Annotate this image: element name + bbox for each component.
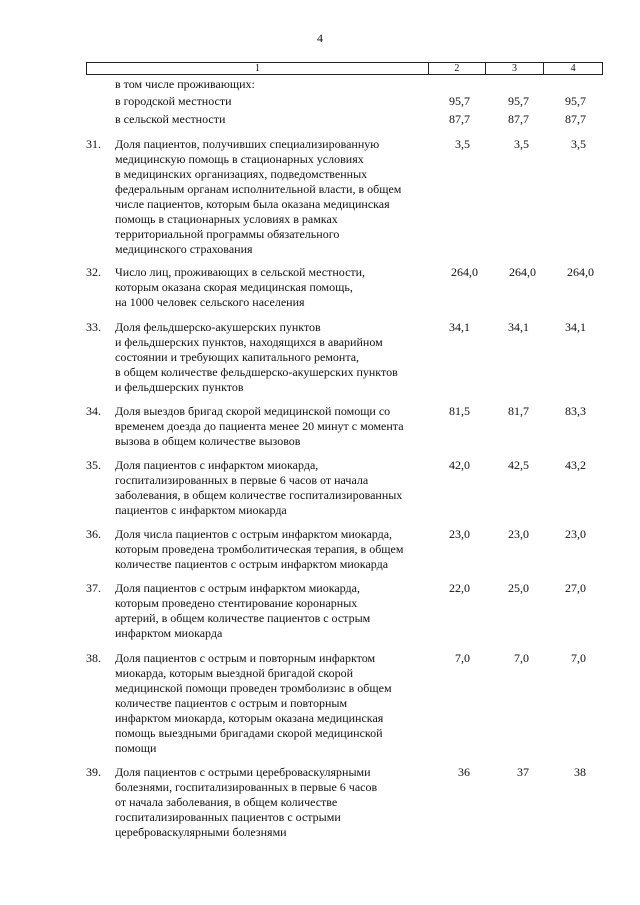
row-description [115, 765, 433, 840]
value-col-4: 43,2 [565, 458, 586, 472]
row-number: 36. [86, 527, 101, 541]
value-col-3: 25,0 [508, 581, 529, 595]
description-line: в медицинских организациях, подведомственных [115, 167, 368, 181]
row-description [115, 320, 433, 395]
value-col-2: 42,0 [449, 458, 470, 472]
value-col-2: 36 [458, 765, 470, 779]
page-number: 4 [317, 31, 323, 45]
value-col-3: 3,5 [514, 137, 529, 151]
description-line: на 1000 человек сельского населения [115, 295, 305, 309]
value-col-2: 264,0 [451, 265, 478, 279]
description-line: в сельской местности [115, 112, 226, 126]
description-line: болезнями, госпитализированных в первые 6 часов [115, 780, 378, 794]
description-line: которым проведено стентирование коронарных [115, 596, 358, 610]
row-number: 35. [86, 458, 101, 472]
value-col-3: 95,7 [508, 94, 529, 108]
description-line: госпитализированных в первые 6 часов от начала [115, 473, 369, 487]
header-col-3: 3 [485, 63, 544, 74]
value-col-2: 95,7 [449, 94, 470, 108]
row-number: 34. [86, 404, 101, 418]
value-col-2: 7,0 [455, 651, 470, 665]
header-col-1: 1 [255, 63, 260, 74]
value-col-2: 81,5 [449, 404, 470, 418]
value-col-4: 83,3 [565, 404, 586, 418]
row-description [115, 404, 433, 449]
value-col-3: 37 [517, 765, 529, 779]
value-col-4: 87,7 [565, 112, 586, 126]
value-col-4: 23,0 [565, 527, 586, 541]
value-col-3: 7,0 [514, 651, 529, 665]
description-line: которым оказана скорая медицинская помощь, [115, 280, 353, 294]
row-number: 38. [86, 651, 101, 665]
description-line: Доля выездов бригад скорой медицинской помощи со [115, 404, 391, 418]
row-description [115, 265, 433, 310]
description-line: Доля фельдшерско-акушерских пунктов [115, 320, 321, 334]
description-line: и фельдшерских пунктов, находящихся в аварийном [115, 335, 383, 349]
header-col-4: 4 [543, 63, 602, 74]
description-line: Доля пациентов с острыми цереброваскулярными [115, 765, 371, 779]
row-number: 32. [86, 265, 101, 279]
value-col-3: 81,7 [508, 404, 529, 418]
row-description [115, 458, 433, 518]
description-line: Доля числа пациентов с острым инфарктом миокарда, [115, 527, 393, 541]
description-line: миокарда, которым выездной бригадой скорой [115, 666, 354, 680]
value-col-4: 38 [574, 765, 586, 779]
value-col-2: 34,1 [449, 320, 470, 334]
value-col-3: 34,1 [508, 320, 529, 334]
header-col-2: 2 [428, 63, 485, 74]
value-col-2: 3,5 [455, 137, 470, 151]
description-line: в общем количестве фельдшерско-акушерских пунктов [115, 365, 398, 379]
description-line: от начала заболевания, в общем количестве [115, 795, 338, 809]
description-line: территориальной программы обязательного [115, 227, 340, 241]
description-line: медицинскую помощь в стационарных условиях [115, 152, 364, 166]
description-line: заболевания, в общем количестве госпитализированных [115, 488, 403, 502]
description-line: федеральным органам исполнительной власти, в общем [115, 182, 402, 196]
value-col-2: 23,0 [449, 527, 470, 541]
description-line: Доля пациентов с острым и повторным инфарктом [115, 651, 376, 665]
description-line: медицинского страхования [115, 242, 253, 256]
value-col-4: 95,7 [565, 94, 586, 108]
value-col-3: 23,0 [508, 527, 529, 541]
description-line: помощи [115, 741, 157, 755]
description-line: помощь в стационарных условиях в рамках [115, 212, 338, 226]
value-col-4: 34,1 [565, 320, 586, 334]
value-col-2: 87,7 [449, 112, 470, 126]
value-col-2: 22,0 [449, 581, 470, 595]
description-line: Число лиц, проживающих в сельской местности, [115, 265, 366, 279]
description-line: в том числе проживающих: [115, 77, 255, 91]
description-line: количестве пациентов с острым и повторным [115, 696, 348, 710]
row-description [115, 77, 433, 92]
description-line: инфарктом миокарда, которым оказана медицинская [115, 711, 384, 725]
description-line: медицинской помощи проведен тромболизис в общем [115, 681, 392, 695]
row-description [115, 527, 433, 572]
row-description [115, 112, 433, 127]
value-col-3: 42,5 [508, 458, 529, 472]
value-col-4: 27,0 [565, 581, 586, 595]
description-line: Доля пациентов с острым инфарктом миокарда, [115, 581, 360, 595]
value-col-4: 3,5 [571, 137, 586, 151]
description-line: и фельдшерских пунктов [115, 380, 244, 394]
table-header-row [86, 62, 603, 75]
row-description [115, 581, 433, 641]
value-col-3: 264,0 [509, 265, 536, 279]
description-line: инфарктом миокарда [115, 626, 223, 640]
description-line: которым проведена тромболитическая терапия, в общем [115, 542, 404, 556]
description-line: помощь выездными бригадами скорой медицинской [115, 726, 383, 740]
description-line: временем доезда до пациента менее 20 минут с момента [115, 419, 404, 433]
description-line: артерий, в общем количестве пациентов с острым [115, 611, 371, 625]
value-col-3: 87,7 [508, 112, 529, 126]
row-description [115, 651, 433, 756]
value-col-4: 7,0 [571, 651, 586, 665]
description-line: цереброваскулярными болезнями [115, 825, 287, 839]
description-line: в городской местности [115, 94, 232, 108]
row-number: 33. [86, 320, 101, 334]
row-number: 39. [86, 765, 101, 779]
description-line: количестве пациентов с острым инфарктом миокарда [115, 557, 389, 571]
description-line: состоянии и требующих капитального ремонта, [115, 350, 360, 364]
description-line: Доля пациентов с инфарктом миокарда, [115, 458, 319, 472]
description-line: Доля пациентов, получивших специализированную [115, 137, 380, 151]
description-line: госпитализированных пациентов с острыми [115, 810, 341, 824]
value-col-4: 264,0 [567, 265, 594, 279]
row-number: 37. [86, 581, 101, 595]
row-number: 31. [86, 137, 101, 151]
description-line: числе пациентов, которым была оказана медицинская [115, 197, 390, 211]
description-line: вызова в общем количестве вызовов [115, 434, 301, 448]
description-line: пациентов с инфарктом миокарда [115, 503, 287, 517]
row-description [115, 137, 433, 257]
row-description [115, 94, 433, 109]
